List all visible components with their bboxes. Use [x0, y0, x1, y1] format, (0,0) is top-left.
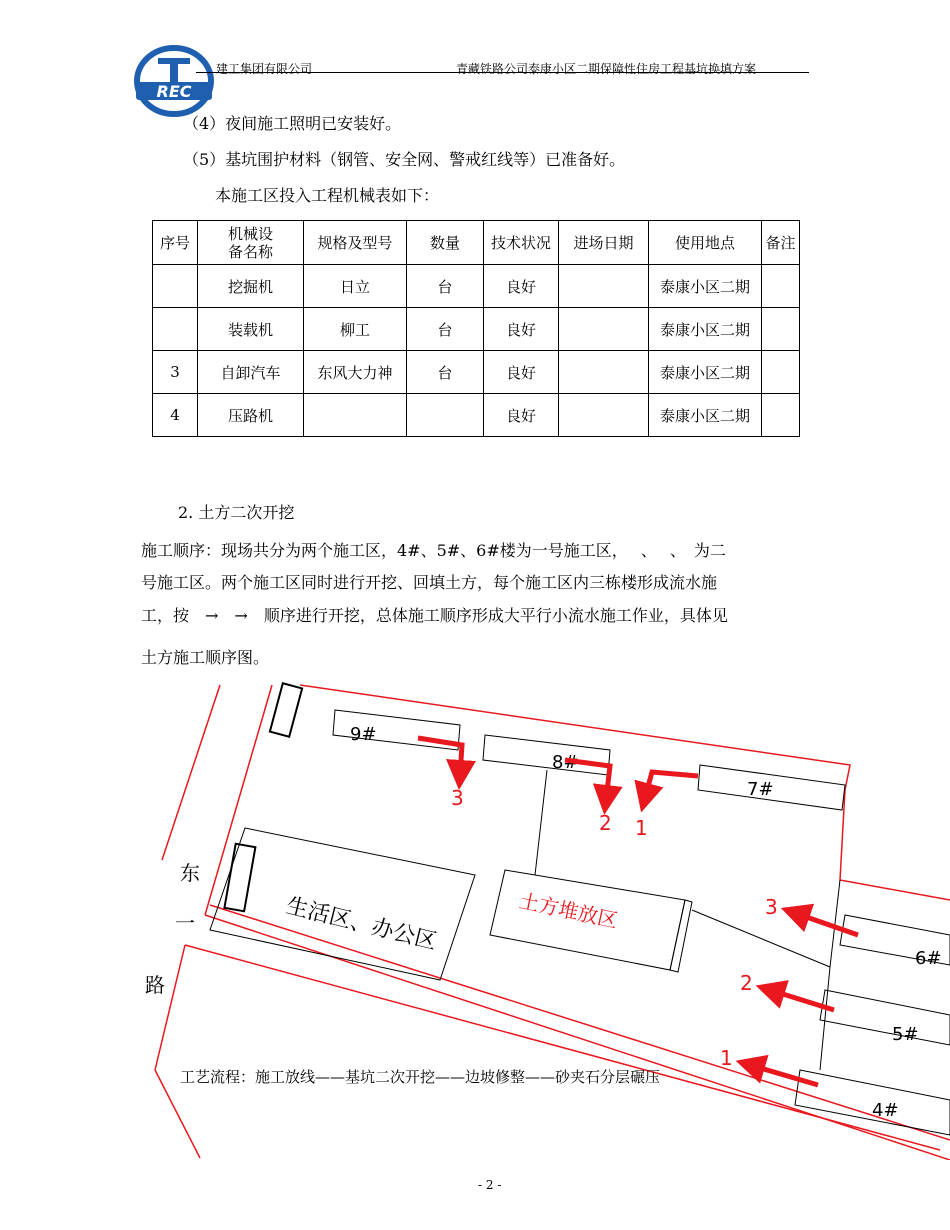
- table-cell: [407, 394, 484, 437]
- building-label: 4#: [872, 1100, 899, 1121]
- soil-zone-label: 土方堆放区: [516, 888, 620, 933]
- table-cell: 台: [407, 351, 484, 394]
- shed-left: [224, 844, 255, 911]
- header-cell: 数量: [407, 221, 484, 265]
- table-cell: [762, 265, 800, 308]
- building-8-outline: [483, 735, 610, 775]
- table-cell: [762, 308, 800, 351]
- table-cell: [559, 308, 649, 351]
- table-cell: 台: [407, 265, 484, 308]
- table-row: [153, 265, 800, 308]
- road-char: 路: [145, 973, 165, 997]
- seq-arrow: [645, 772, 698, 798]
- table-cell: 3: [153, 351, 198, 394]
- seq-number: 3: [451, 786, 464, 810]
- building-label: 9#: [350, 724, 377, 745]
- table-cell: 柳工: [304, 308, 407, 351]
- seq-arrow: [795, 913, 858, 935]
- table-cell: 泰康小区二期: [649, 394, 762, 437]
- table-intro: 本施工区投入工程机械表如下：: [215, 186, 440, 205]
- table-cell: 良好: [484, 351, 559, 394]
- table-cell: 良好: [484, 265, 559, 308]
- table-header-row: [153, 221, 800, 265]
- section-line-2: 号施工区。两个施工区同时进行开挖、回填土方，每个施工区内三栋楼形成流水施: [141, 573, 718, 592]
- building-label: 7#: [747, 779, 774, 800]
- table-cell: 压路机: [198, 394, 304, 437]
- header-company: 建工集团有限公司: [216, 62, 313, 76]
- item-5: （5）基坑围护材料（钢管、安全网、警戒红线等）已准备好。: [183, 150, 626, 169]
- section-line-1: 施工顺序：现场共分为两个施工区，4#、5#、6#楼为一号施工区， 、 、 为二: [141, 541, 726, 560]
- table-cell: [762, 351, 800, 394]
- building-label: 6#: [915, 948, 942, 969]
- section-title: 2. 土方二次开挖: [178, 503, 295, 522]
- table-cell: 泰康小区二期: [649, 265, 762, 308]
- header-project: 青藏铁路公司泰康小区二期保障性住房工程基坑换填方案: [456, 62, 757, 76]
- header-cell: 规格及型号: [304, 221, 407, 265]
- table-cell: [559, 394, 649, 437]
- seq-number: 1: [720, 1046, 733, 1070]
- road-char: 东: [180, 861, 200, 885]
- page-number: - 2 -: [478, 1178, 502, 1192]
- header-cell: 备注: [762, 221, 800, 265]
- seq-number: 3: [765, 895, 778, 919]
- building-label: 5#: [892, 1024, 919, 1045]
- table-cell: [153, 265, 198, 308]
- header-cell: 使用地点: [649, 221, 762, 265]
- company-logo: [134, 44, 214, 118]
- seq-number: 2: [740, 971, 753, 995]
- road-char: 一: [175, 911, 195, 935]
- table-cell: 日立: [304, 265, 407, 308]
- table-cell: [559, 265, 649, 308]
- table-cell: 台: [407, 308, 484, 351]
- table-cell: [153, 308, 198, 351]
- living-zone-outline: [210, 828, 475, 980]
- table-cell: [762, 394, 800, 437]
- header-cell: 进场日期: [559, 221, 649, 265]
- site-plan: [140, 680, 950, 1160]
- logo-text: REC: [156, 82, 192, 101]
- machinery-table: [152, 220, 800, 437]
- table-row: [153, 394, 800, 437]
- seq-arrow: [750, 1065, 818, 1085]
- table-row: [153, 351, 800, 394]
- table-cell: [304, 394, 407, 437]
- building-5-outline: [820, 990, 950, 1045]
- table-cell: 泰康小区二期: [649, 351, 762, 394]
- header-rule: [196, 72, 809, 73]
- table-row: [153, 308, 800, 351]
- process-flow: 工艺流程：施工放线——基坑二次开挖——边坡修整——砂夹石分层碾压: [180, 1068, 661, 1086]
- seq-number: 2: [599, 811, 612, 835]
- seq-arrow: [418, 738, 462, 775]
- table-cell: 良好: [484, 308, 559, 351]
- seq-number: 1: [635, 816, 648, 840]
- building-label: 8#: [552, 752, 579, 773]
- table-cell: [559, 351, 649, 394]
- section-line-4: 土方施工顺序图。: [141, 648, 270, 667]
- table-cell: 挖掘机: [198, 265, 304, 308]
- shed-top: [270, 683, 302, 736]
- table-cell: 装载机: [198, 308, 304, 351]
- table-cell: 东风大力神: [304, 351, 407, 394]
- table-cell: 自卸汽车: [198, 351, 304, 394]
- living-zone-label: 生活区、办公区: [283, 893, 440, 956]
- header-cell: 机械设 备名称: [198, 221, 304, 265]
- table-cell: 良好: [484, 394, 559, 437]
- table-cell: 泰康小区二期: [649, 308, 762, 351]
- item-4: （4）夜间施工照明已安装好。: [183, 114, 402, 133]
- section-line-3: 工，按 → → 顺序进行开挖，总体施工顺序形成大平行小流水施工作业，具体见: [141, 606, 728, 625]
- header-cell: 技术状况: [484, 221, 559, 265]
- table-cell: 4: [153, 394, 198, 437]
- header-cell: 序号: [153, 221, 198, 265]
